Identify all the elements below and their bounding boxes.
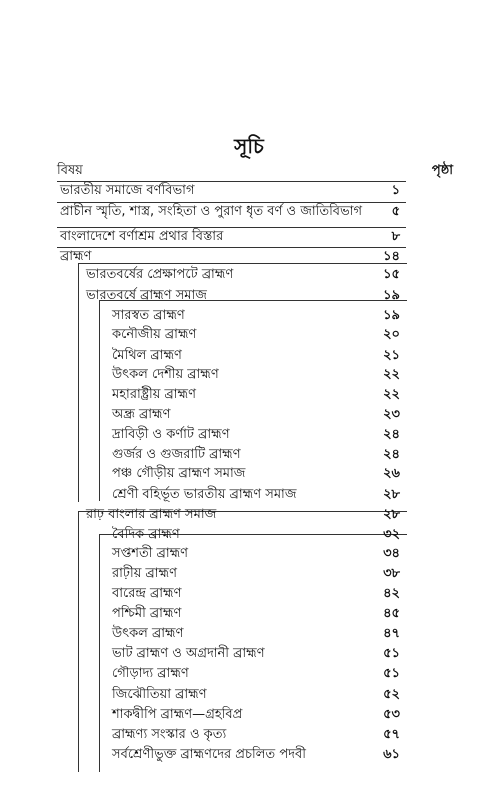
toc-entry xyxy=(0,247,498,265)
toc-entry-page-number: ২৪ xyxy=(383,447,400,462)
toc-entry-label: রাঢ়ীয় ব্রাহ্মণ xyxy=(112,566,177,581)
toc-entry-page-number: ২৮ xyxy=(383,487,400,502)
toc-entry xyxy=(0,385,498,403)
column-header-subject: বিষয় xyxy=(57,163,83,178)
toc-entry xyxy=(0,464,498,482)
toc-entry-label: ভাট ব্রাহ্মণ ও অগ্রদানী ব্রাহ্মণ xyxy=(112,646,265,661)
toc-entry-page-number: ১৯ xyxy=(383,308,400,323)
toc-entry-page-number: ৪২ xyxy=(383,586,400,601)
toc-entry-page-number: ৩৮ xyxy=(383,566,400,581)
toc-entry-label: রাঢ় বাংলার ব্রাহ্মণ সমাজ xyxy=(86,507,217,522)
toc-entry xyxy=(0,405,498,423)
toc-entry xyxy=(0,325,498,343)
toc-entry-label: ব্রাহ্মণ্য সংস্কার ও কৃত্য xyxy=(112,727,227,742)
toc-entry-label: গুর্জর ও গুজরাটি ব্রাহ্মণ xyxy=(112,447,241,462)
toc-entry-label: পঞ্চ গৌড়ীয় ব্রাহ্মণ সমাজ xyxy=(112,466,246,481)
toc-entry xyxy=(0,725,498,743)
toc-entry xyxy=(0,544,498,562)
toc-entry-page-number: ৫ xyxy=(391,204,400,219)
toc-entry xyxy=(0,485,498,503)
toc-entry-page-number: ২০ xyxy=(383,327,400,342)
toc-entry-label: মৈথিল ব্রাহ্মণ xyxy=(112,348,182,363)
column-header-page: পৃষ্ঠা xyxy=(431,163,453,178)
toc-entry-label: মহারাষ্ট্রীয় ব্রাহ্মণ xyxy=(112,387,196,402)
toc-entry xyxy=(0,425,498,443)
toc-entry xyxy=(0,202,498,220)
toc-entry-label: উৎকল ব্রাহ্মণ xyxy=(112,626,184,641)
toc-entry-label: বারেন্দ্র ব্রাহ্মণ xyxy=(112,586,182,601)
toc-entry-page-number: ৫৭ xyxy=(383,727,400,742)
toc-entry-label: ভারতবর্ষের প্রেক্ষাপটে ব্রাহ্মণ xyxy=(86,267,234,282)
toc-entry-page-number: ৫১ xyxy=(383,666,400,681)
toc-entry-page-number: ২১ xyxy=(383,348,400,363)
toc-entry xyxy=(0,365,498,383)
toc-entry xyxy=(0,306,498,324)
toc-entry-page-number: ২২ xyxy=(383,367,400,382)
toc-entry-page-number: ২৪ xyxy=(383,427,400,442)
toc-entry-label: গৌড়াদ্য ব্রাহ্মণ xyxy=(112,666,189,681)
toc-entry-label: ব্রাহ্মণ xyxy=(60,249,92,264)
toc-entry-page-number: ২৮ xyxy=(383,507,400,522)
toc-entry-label: কনৌজীয় ব্রাহ্মণ xyxy=(112,327,197,342)
toc-entry-page-number: ৫১ xyxy=(383,646,400,661)
toc-entry xyxy=(0,664,498,682)
toc-entry xyxy=(0,564,498,582)
toc-entry-label: দ্রাবিড়ী ও কর্ণাট ব্রাহ্মণ xyxy=(112,427,230,442)
toc-entry-page-number: ৪৭ xyxy=(383,626,400,641)
toc-entry-label: সর্বশ্রেণীভুক্ত ব্রাহ্মণদের প্রচলিত পদবী xyxy=(112,747,306,762)
toc-entry-page-number: ৬১ xyxy=(383,747,400,762)
page-title: সূচি xyxy=(234,134,264,158)
toc-entry xyxy=(0,584,498,602)
toc-entry-page-number: ২৩ xyxy=(383,407,400,422)
toc-entry-page-number: ১৫ xyxy=(383,267,400,282)
toc-entry xyxy=(0,745,498,763)
toc-entry-label: ভারতীয় সমাজে বর্ণবিভাগ xyxy=(60,183,195,198)
toc-entry xyxy=(0,346,498,364)
toc-entry-label: শ্রেণী বহির্ভূত ভারতীয় ব্রাহ্মণ সমাজ xyxy=(112,487,297,502)
toc-entry xyxy=(0,525,498,543)
toc-entry-label: বাংলাদেশে বর্ণাশ্রম প্রথার বিস্তার xyxy=(60,229,224,244)
toc-entry-label: উৎকল দেশীয় ব্রাহ্মণ xyxy=(112,367,219,382)
toc-entry-label: শাকদ্বীপি ব্রাহ্মণ—গ্রহবিপ্র xyxy=(112,707,243,722)
toc-entry-page-number: ৩২ xyxy=(383,527,400,542)
toc-entry xyxy=(0,265,498,283)
toc-entry-page-number: ৫২ xyxy=(383,687,400,702)
toc-entry xyxy=(0,505,498,523)
toc-entry-label: পশ্চিমী ব্রাহ্মণ xyxy=(112,606,182,621)
toc-entry-page-number: ৪৫ xyxy=(383,606,400,621)
toc-entry xyxy=(0,705,498,723)
toc-entry-page-number: ৩৪ xyxy=(383,546,400,561)
toc-entry-label: ভারতবর্ষে ব্রাহ্মণ সমাজ xyxy=(86,288,207,303)
toc-entry-label: জিঝৌতিয়া ব্রাহ্মণ xyxy=(112,687,207,702)
toc-entry xyxy=(0,644,498,662)
toc-entry xyxy=(0,227,498,245)
toc-entry-label: অন্ধ্র ব্রাহ্মণ xyxy=(112,407,171,422)
toc-entry-label: সারস্বত ব্রাহ্মণ xyxy=(112,308,185,323)
toc-entry xyxy=(0,286,498,304)
toc-entry-page-number: ৮ xyxy=(391,229,400,244)
toc-entry xyxy=(0,604,498,622)
toc-entry xyxy=(0,181,498,199)
toc-entry-page-number: ৫৩ xyxy=(383,707,400,722)
toc-entry-label: প্রাচীন স্মৃতি, শাস্ত্র, সংহিতা ও পুরাণ ধৃত বর্ণ ও জাতিবিভাগ xyxy=(60,204,363,219)
toc-entry-page-number: ২২ xyxy=(383,387,400,402)
toc-entry-label: বৈদিক ব্রাহ্মণ xyxy=(112,527,180,542)
toc-entry xyxy=(0,685,498,703)
toc-entry xyxy=(0,624,498,642)
toc-entry-page-number: ১ xyxy=(391,183,400,198)
toc-entry-label: সপ্তশতী ব্রাহ্মণ xyxy=(112,546,189,561)
toc-entry-page-number: ১৯ xyxy=(383,288,400,303)
toc-entry-page-number: ২৬ xyxy=(383,466,400,481)
toc-entry-page-number: ১৪ xyxy=(383,249,400,264)
toc-entry xyxy=(0,445,498,463)
